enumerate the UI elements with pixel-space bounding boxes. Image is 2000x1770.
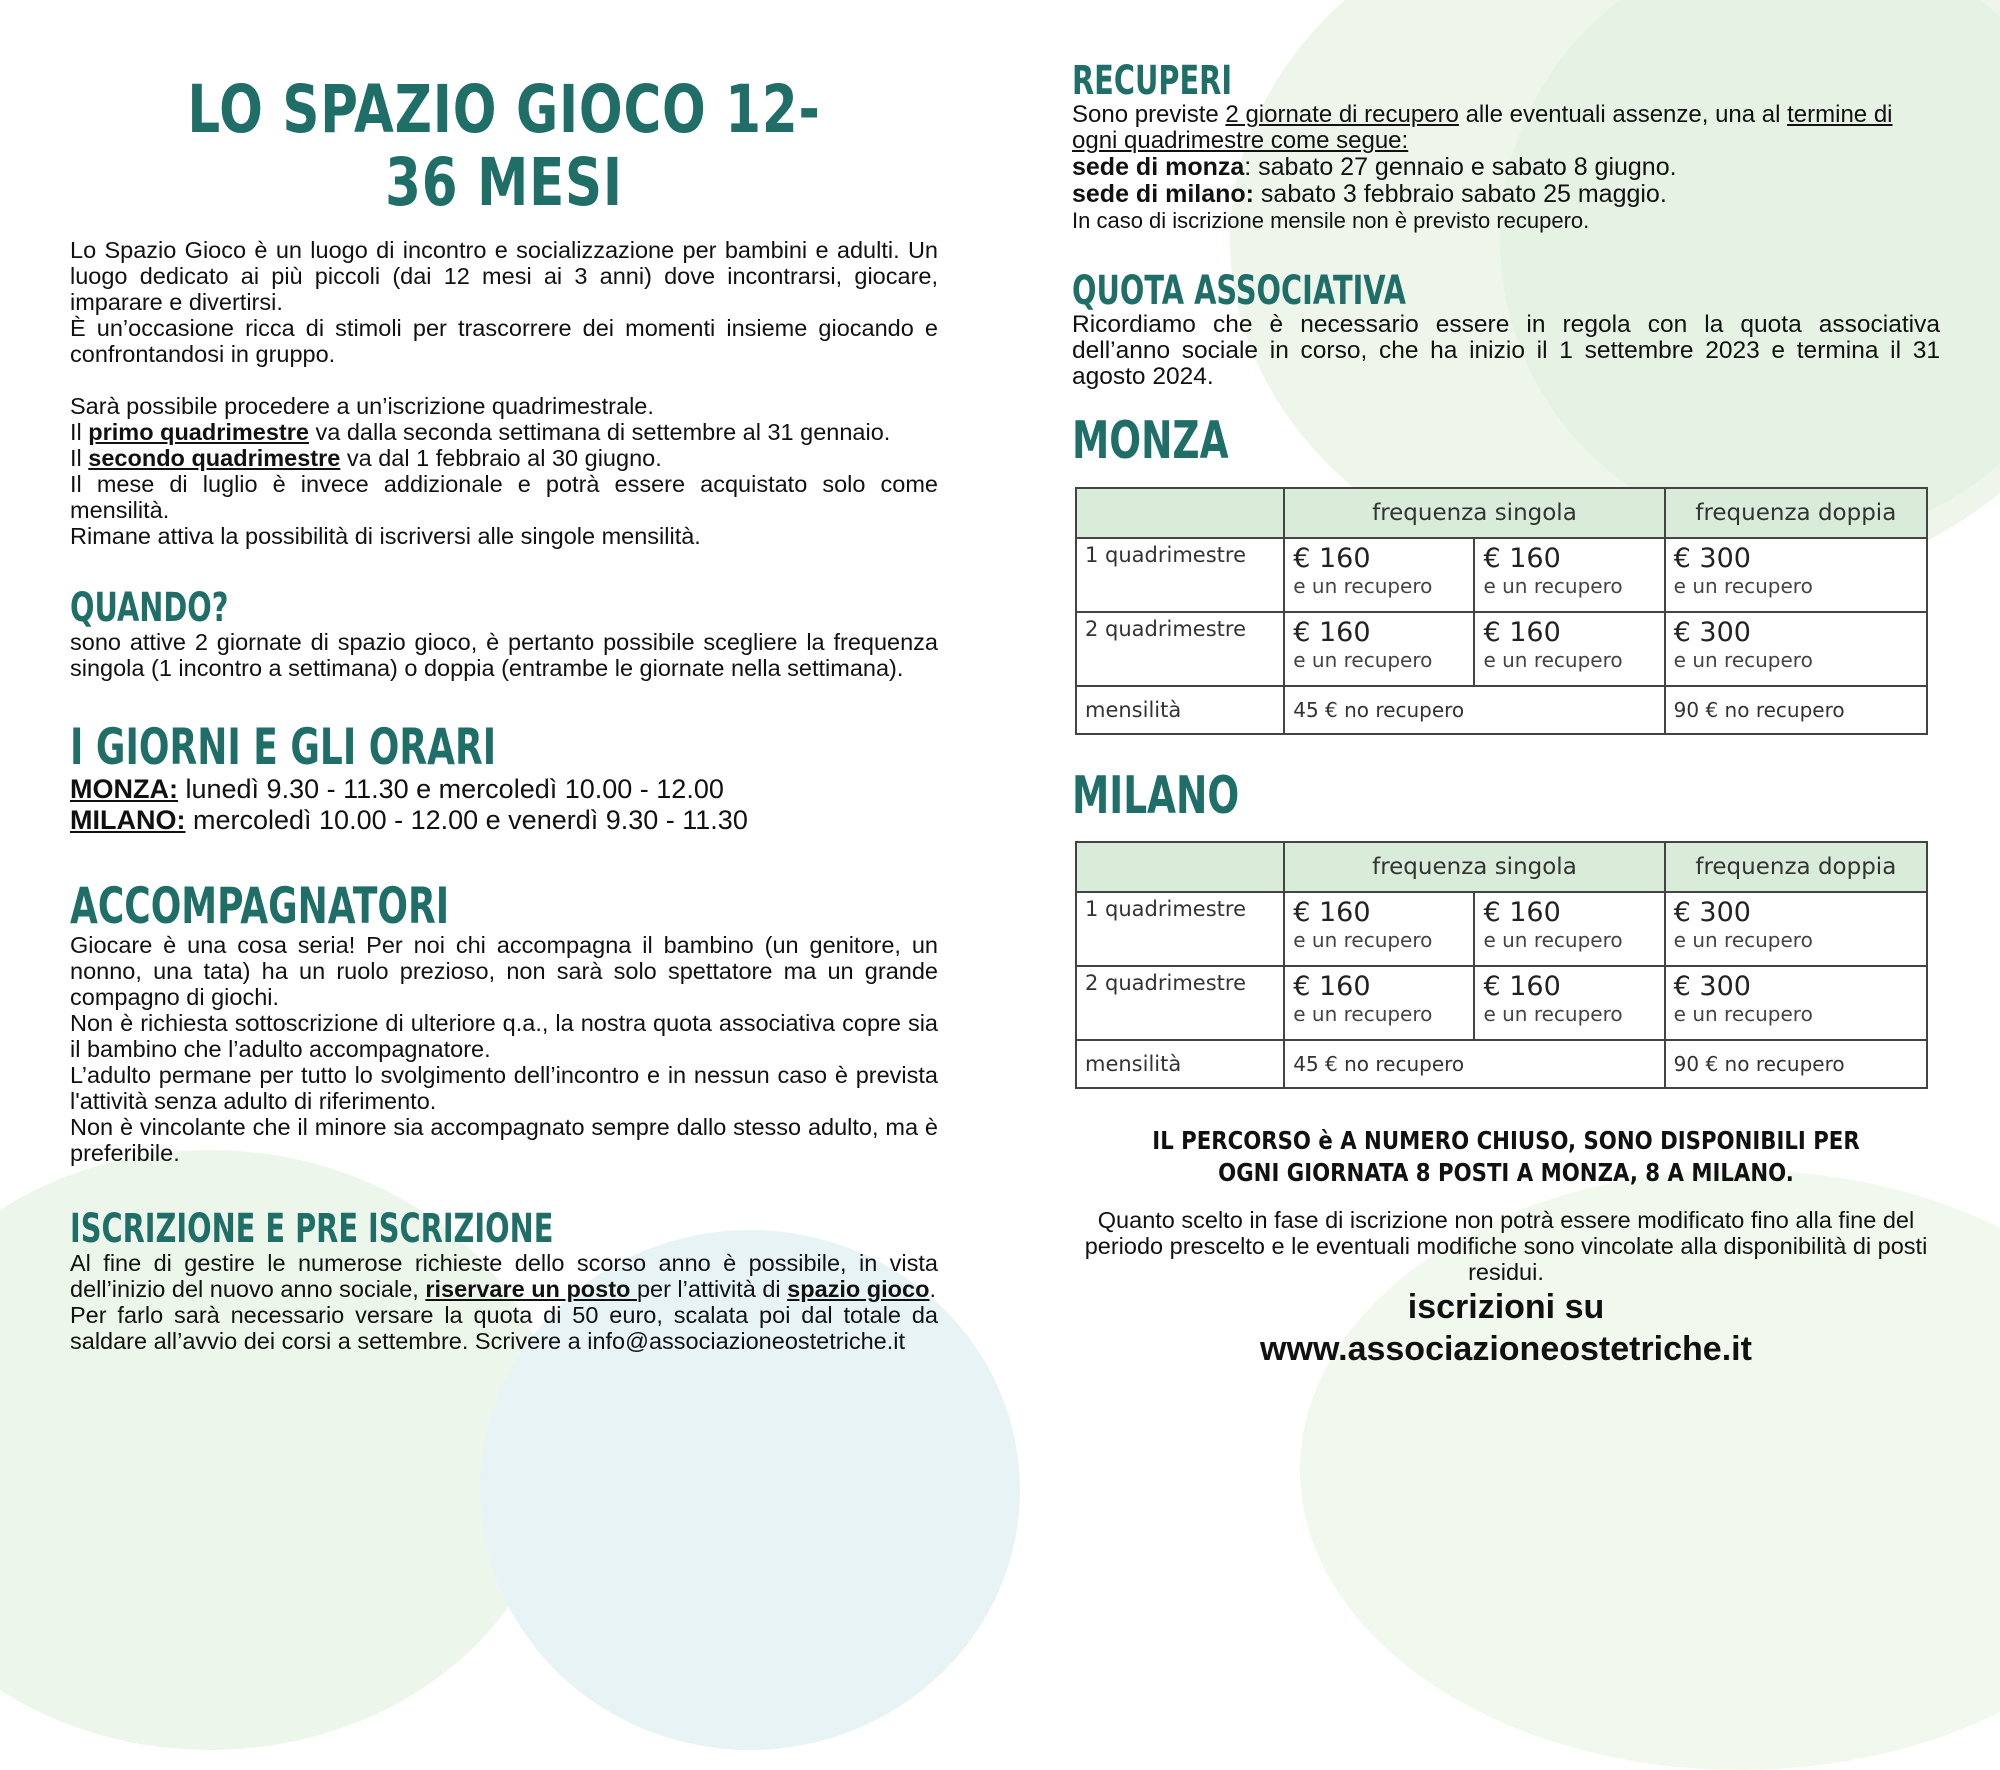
iscrizione-paragraph-1: Al fine di gestire le numerose richieste dello scorso anno è possibile, in vista dell’inizio del nuovo anno sociale, riservare un posto per l’attività di spazio gioco. (70, 1250, 938, 1303)
row-label: 2 quadrimestre (1076, 612, 1284, 686)
giorni-heading: I GIORNI E GLI ORARI (70, 718, 497, 777)
monthly-double-cell: 90 € no recupero (1665, 686, 1927, 734)
price-cell: € 160 e un recupero (1474, 966, 1664, 1040)
table-header-empty (1076, 488, 1284, 538)
accompagnatori-heading: ACCOMPAGNATORI (70, 876, 450, 935)
table-row (1076, 686, 1927, 734)
price-cell: € 300 e un recupero (1665, 892, 1927, 966)
accomp-paragraph-1: Giocare è una cosa seria! Per noi chi accompagna il bambino (un genitore, un nonno, una tata) ha un ruolo prezioso, non sarà solo spettatore ma un grande compagno di giochi. (70, 932, 938, 1011)
row-label: mensilità (1076, 1040, 1284, 1088)
monza-price-table (1075, 487, 1928, 735)
row-label: 1 quadrimestre (1076, 538, 1284, 612)
header-single: frequenza singola (1284, 488, 1664, 538)
row-label: 2 quadrimestre (1076, 966, 1284, 1040)
monthly-single-cell: 45 € no recupero (1284, 686, 1664, 734)
recuperi-monthly: In caso di iscrizione mensile non è previsto recupero. (1072, 208, 1590, 233)
changes-note: Quanto scelto in fase di iscrizione non potrà essere modificato fino alla fine del periodo prescelto e le eventuali modifiche sono vincolate alla disponibilità di posti residui. (1084, 1207, 1928, 1286)
price-cell: € 160 e un recupero (1284, 966, 1474, 1040)
right-column (1072, 60, 1940, 1369)
price-cell: € 160 e un recupero (1474, 538, 1664, 612)
header-double: frequenza doppia (1665, 842, 1927, 892)
quando-text: sono attive 2 giornate di spazio gioco, è pertanto possibile scegliere la frequenza singola (1 incontro a settimana) o doppia (entrambe le giornate nella settimana). (70, 629, 938, 682)
second-term-paragraph: Il secondo quadrimestre va dal 1 febbraio al 30 giugno. (70, 445, 662, 472)
first-term-label: primo quadrimestre (88, 419, 309, 446)
recuperi-milano: sede di milano: sabato 3 febbraio sabato 25 maggio. (1072, 180, 1667, 208)
second-term-label: secondo quadrimestre (88, 445, 341, 472)
accomp-paragraph-4: Non è vincolante che il minore sia accompagnato sempre dallo stesso adulto, ma è preferibile. (70, 1114, 938, 1167)
table-row (1076, 892, 1927, 966)
iscrizione-paragraph-2: Per farlo sarà necessario versare la quota di 50 euro, scalata poi dal totale da saldare all’avvio dei corsi a settembre. Scrivere a info@associazioneostetriche.it (70, 1302, 938, 1355)
table-header-empty (1076, 842, 1284, 892)
table-row (1076, 1040, 1927, 1088)
price-cell: € 160 e un recupero (1284, 538, 1474, 612)
iscrizione-heading: ISCRIZIONE E PRE ISCRIZIONE (70, 1206, 554, 1253)
header-single: frequenza singola (1284, 842, 1664, 892)
recuperi-monza: sede di monza: sabato 27 gennaio e sabato 8 giugno. (1072, 153, 1677, 181)
accomp-paragraph-3: L’adulto permane per tutto lo svolgimento dell’incontro e in nessun caso è prevista l'attività senza adulto di riferimento. (70, 1062, 938, 1115)
price-cell: € 300 e un recupero (1665, 612, 1927, 686)
quota-text: Ricordiamo che è necessario essere in regola con la quota associativa dell’anno sociale in corso, che ha inizio il 1 settembre 2023 e termina il 31 agosto 2024. (1072, 311, 1940, 390)
intro-paragraph-1: Lo Spazio Gioco è un luogo di incontro e socializzazione per bambini e adulti. Un luogo dedicato ai più piccoli (dai 12 mesi ai 3 anni) dove incontrarsi, giocare, imparare e divertirsi. (70, 237, 938, 316)
quota-heading: QUOTA ASSOCIATIVA (1072, 268, 1406, 314)
milano-heading: MILANO (1072, 765, 1240, 826)
price-cell: € 160 e un recupero (1474, 612, 1664, 686)
monthly-paragraph: Rimane attiva la possibilità di iscriversi alle singole mensilità. (70, 523, 701, 550)
row-label: mensilità (1076, 686, 1284, 734)
monza-heading: MONZA (1072, 411, 1229, 471)
milano-price-table (1075, 841, 1928, 1089)
cta-line-1: iscrizioni su (1407, 1288, 1605, 1327)
price-cell: € 160 e un recupero (1474, 892, 1664, 966)
recuperi-intro: Sono previste 2 giornate di recupero alle eventuali assenze, una al termine di ogni quadrimestre come segue: (1072, 101, 1893, 154)
website-link[interactable]: www.associazioneostetriche.it (1260, 1330, 1752, 1369)
monthly-double-cell: 90 € no recupero (1665, 1040, 1927, 1088)
page-title: LO SPAZIO GIOCO 12-36 MESI (187, 71, 821, 221)
accomp-paragraph-2: Non è richiesta sottoscrizione di ulteriore q.a., la nostra quota associativa copre sia il bambino che l’adulto accompagnatore. (70, 1010, 938, 1063)
price-cell: € 160 e un recupero (1284, 612, 1474, 686)
price-cell: € 300 e un recupero (1665, 966, 1927, 1040)
enroll-paragraph: Sarà possibile procedere a un’iscrizione quadrimestrale. (70, 393, 654, 420)
milano-hours: MILANO: mercoledì 10.00 - 12.00 e venerdì 9.30 - 11.30 (70, 804, 748, 835)
table-row (1076, 538, 1927, 612)
recuperi-heading: RECUPERI (1072, 58, 1233, 104)
monthly-single-cell: 45 € no recupero (1284, 1040, 1664, 1088)
row-label: 1 quadrimestre (1076, 892, 1284, 966)
table-row (1076, 966, 1927, 1040)
quando-heading: QUANDO? (70, 585, 229, 632)
table-row (1076, 612, 1927, 686)
price-cell: € 300 e un recupero (1665, 538, 1927, 612)
july-paragraph: Il mese di luglio è invece addizionale e potrà essere acquistato solo come mensilità. (70, 471, 938, 524)
intro-paragraph-2: È un’occasione ricca di stimoli per trascorrere dei momenti insieme giocando e confrontandosi in gruppo. (70, 315, 938, 368)
left-column (70, 60, 938, 1354)
price-cell: € 160 e un recupero (1284, 892, 1474, 966)
first-term-paragraph: Il primo quadrimestre va dalla seconda settimana di settembre al 31 gennaio. (70, 419, 891, 446)
header-double: frequenza doppia (1665, 488, 1927, 538)
monza-hours: MONZA: lunedì 9.30 - 11.30 e mercoledì 10.00 - 12.00 (70, 773, 724, 804)
capacity-note: IL PERCORSO è A NUMERO CHIUSO, SONO DISPONIBILI PER OGNI GIORNATA 8 POSTI A MONZA, 8 A MILANO. (1152, 1126, 1860, 1188)
